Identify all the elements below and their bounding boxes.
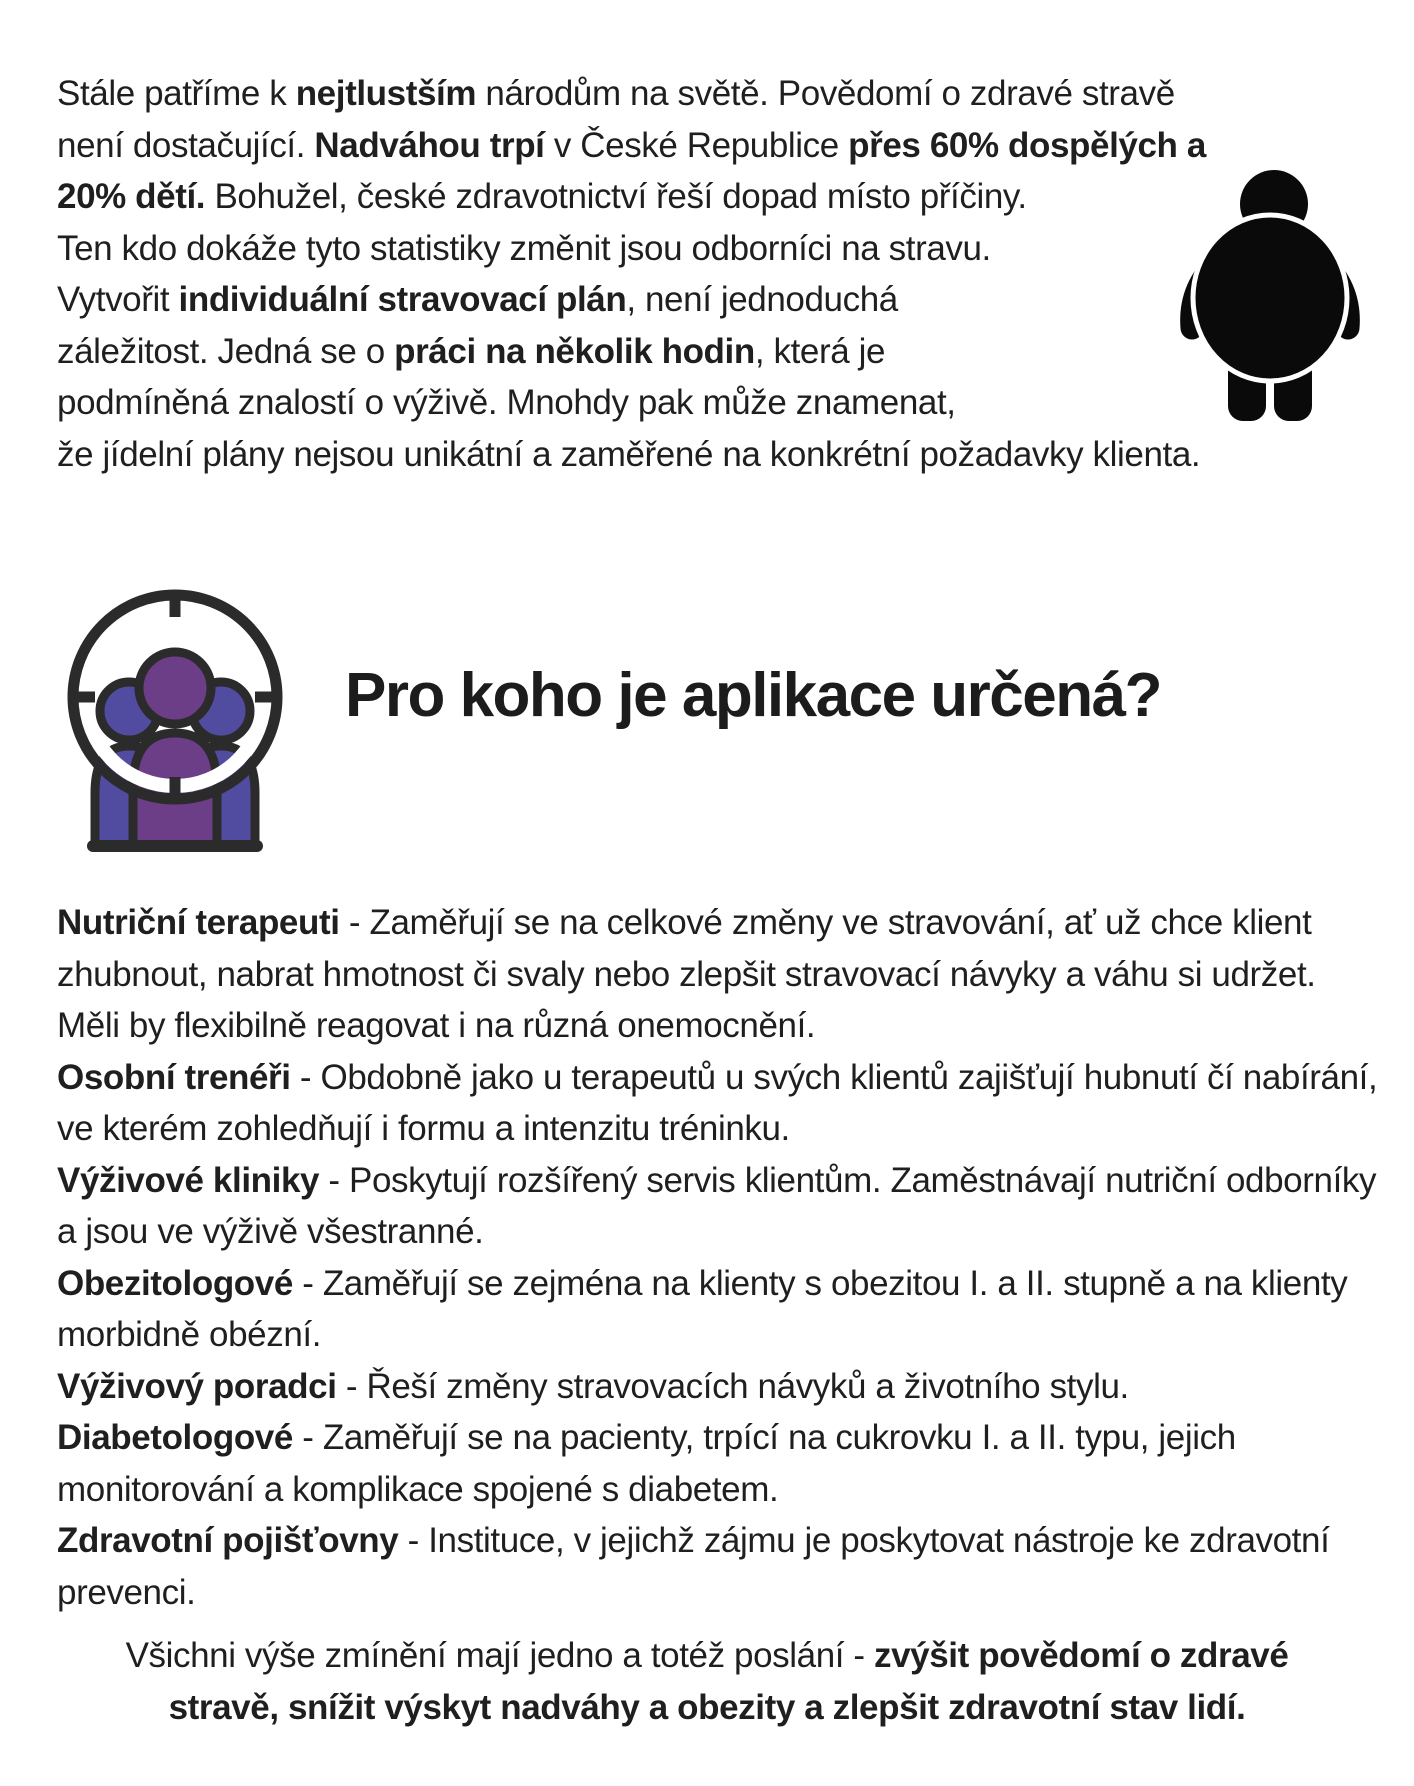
intro-line: Stále patříme k nejtlustším národům na světě. Povědomí o zdravé stravě xyxy=(57,74,1175,113)
list-item-desc: Obdobně jako u terapeutů u svých klientů zajišťují hubnutí čí nabírání, ve kterém zohledňují i formu a intenzitu tréninku. xyxy=(57,1057,1378,1148)
audience-list xyxy=(57,897,1379,1618)
list-item: Výživový poradci - Řeší změny stravovacích návyků a životního stylu. xyxy=(57,1366,1129,1406)
intro-line: není dostačující. Nadváhou trpí v České Republice přes 60% dospělých a xyxy=(57,125,1206,165)
intro-line: Ten kdo dokáže tyto statistiky změnit jsou odborníci na stravu. xyxy=(57,228,991,268)
closing-line: Všichni výše zmínění mají jedno a totéž poslání - zvýšit povědomí o zdravé xyxy=(125,1636,1289,1675)
intro-line: 20% dětí. Bohužel, české zdravotnictví řeší dopad místo příčiny. xyxy=(57,177,1027,216)
closing-paragraph xyxy=(0,1630,1414,1733)
list-item-desc: Zaměřují se zejména na klienty s obezitou I. a II. stupně a na klienty morbidně obézní. xyxy=(57,1263,1348,1354)
obese-person-icon xyxy=(1172,168,1368,426)
list-item: Nutriční terapeuti - Zaměřují se na celkové změny ve stravování, ať už chce klient zhubnout, nabrat hmotnost či svaly nebo zlepšit stravovací návyky a váhu si udržet. Měli by flexibilně reagovat i na různá onemocnění. xyxy=(57,903,1316,1045)
list-item: Výživové kliniky - Poskytují rozšířený servis klientům. Zaměstnávají nutriční odborníky a jsou ve výživě všestranné. xyxy=(57,1160,1377,1251)
intro-line: Vytvořit individuální stravovací plán, není jednoduchá xyxy=(57,280,898,319)
list-item: Obezitologové - Zaměřují se zejména na klienty s obezitou I. a II. stupně a na klienty morbidně obézní. xyxy=(57,1263,1348,1354)
list-item-term: Nutriční terapeuti xyxy=(57,903,340,942)
list-item-term: Zdravotní pojišťovny xyxy=(57,1521,399,1560)
intro-line: podmíněná znalostí o výživě. Mnohdy pak může znamenat, xyxy=(57,383,956,422)
page-title: Pro koho je aplikace určená? xyxy=(345,660,1161,730)
list-item-term: Osobní trenéři xyxy=(57,1057,291,1097)
list-item-desc: Zaměřují se na pacienty, trpící na cukrovku I. a II. typu, jejich monitorování a komplikace spojené s diabetem. xyxy=(57,1418,1236,1509)
intro-line: že jídelní plány nejsou unikátní a zaměřené na konkrétní požadavky klienta. xyxy=(57,434,1201,474)
list-item-term: Obezitologové xyxy=(57,1263,293,1303)
list-item-term: Výživové kliniky xyxy=(57,1160,320,1200)
closing-line: stravě, snížit výskyt nadváhy a obezity a zlepšit zdravotní stav lidí. xyxy=(168,1687,1246,1727)
list-item-desc: Instituce, v jejichž zájmu je poskytovat nástroje ke zdravotní prevenci. xyxy=(57,1521,1330,1612)
list-item-term: Diabetologové xyxy=(57,1418,293,1457)
intro-line: záležitost. Jedná se o práci na několik hodin, která je xyxy=(57,331,886,371)
list-item-desc: Poskytují rozšířený servis klientům. Zaměstnávají nutriční odborníky a jsou ve výživě všestranné. xyxy=(57,1160,1377,1251)
list-item: Osobní trenéři - Obdobně jako u terapeutů u svých klientů zajišťují hubnutí čí nabírání, ve kterém zohledňují i formu a intenzitu tréninku. xyxy=(57,1057,1378,1148)
list-item-desc: Řeší změny stravovacích návyků a životního stylu. xyxy=(366,1366,1129,1406)
list-item-term: Výživový poradci xyxy=(57,1366,337,1406)
target-people-icon xyxy=(57,585,293,860)
list-item: Zdravotní pojišťovny - Instituce, v jejichž zájmu je poskytovat nástroje ke zdravotní prevenci. xyxy=(57,1521,1330,1612)
audience-section xyxy=(57,585,1161,860)
list-item: Diabetologové - Zaměřují se na pacienty, trpící na cukrovku I. a II. typu, jejich monitorování a komplikace spojené s diabetem. xyxy=(57,1418,1236,1509)
list-item-desc: Zaměřují se na celkové změny ve stravování, ať už chce klient zhubnout, nabrat hmotnost či svaly nebo zlepšit stravovací návyky a váhu si udržet. Měli by flexibilně reagovat i na různá onemocnění. xyxy=(57,903,1316,1045)
